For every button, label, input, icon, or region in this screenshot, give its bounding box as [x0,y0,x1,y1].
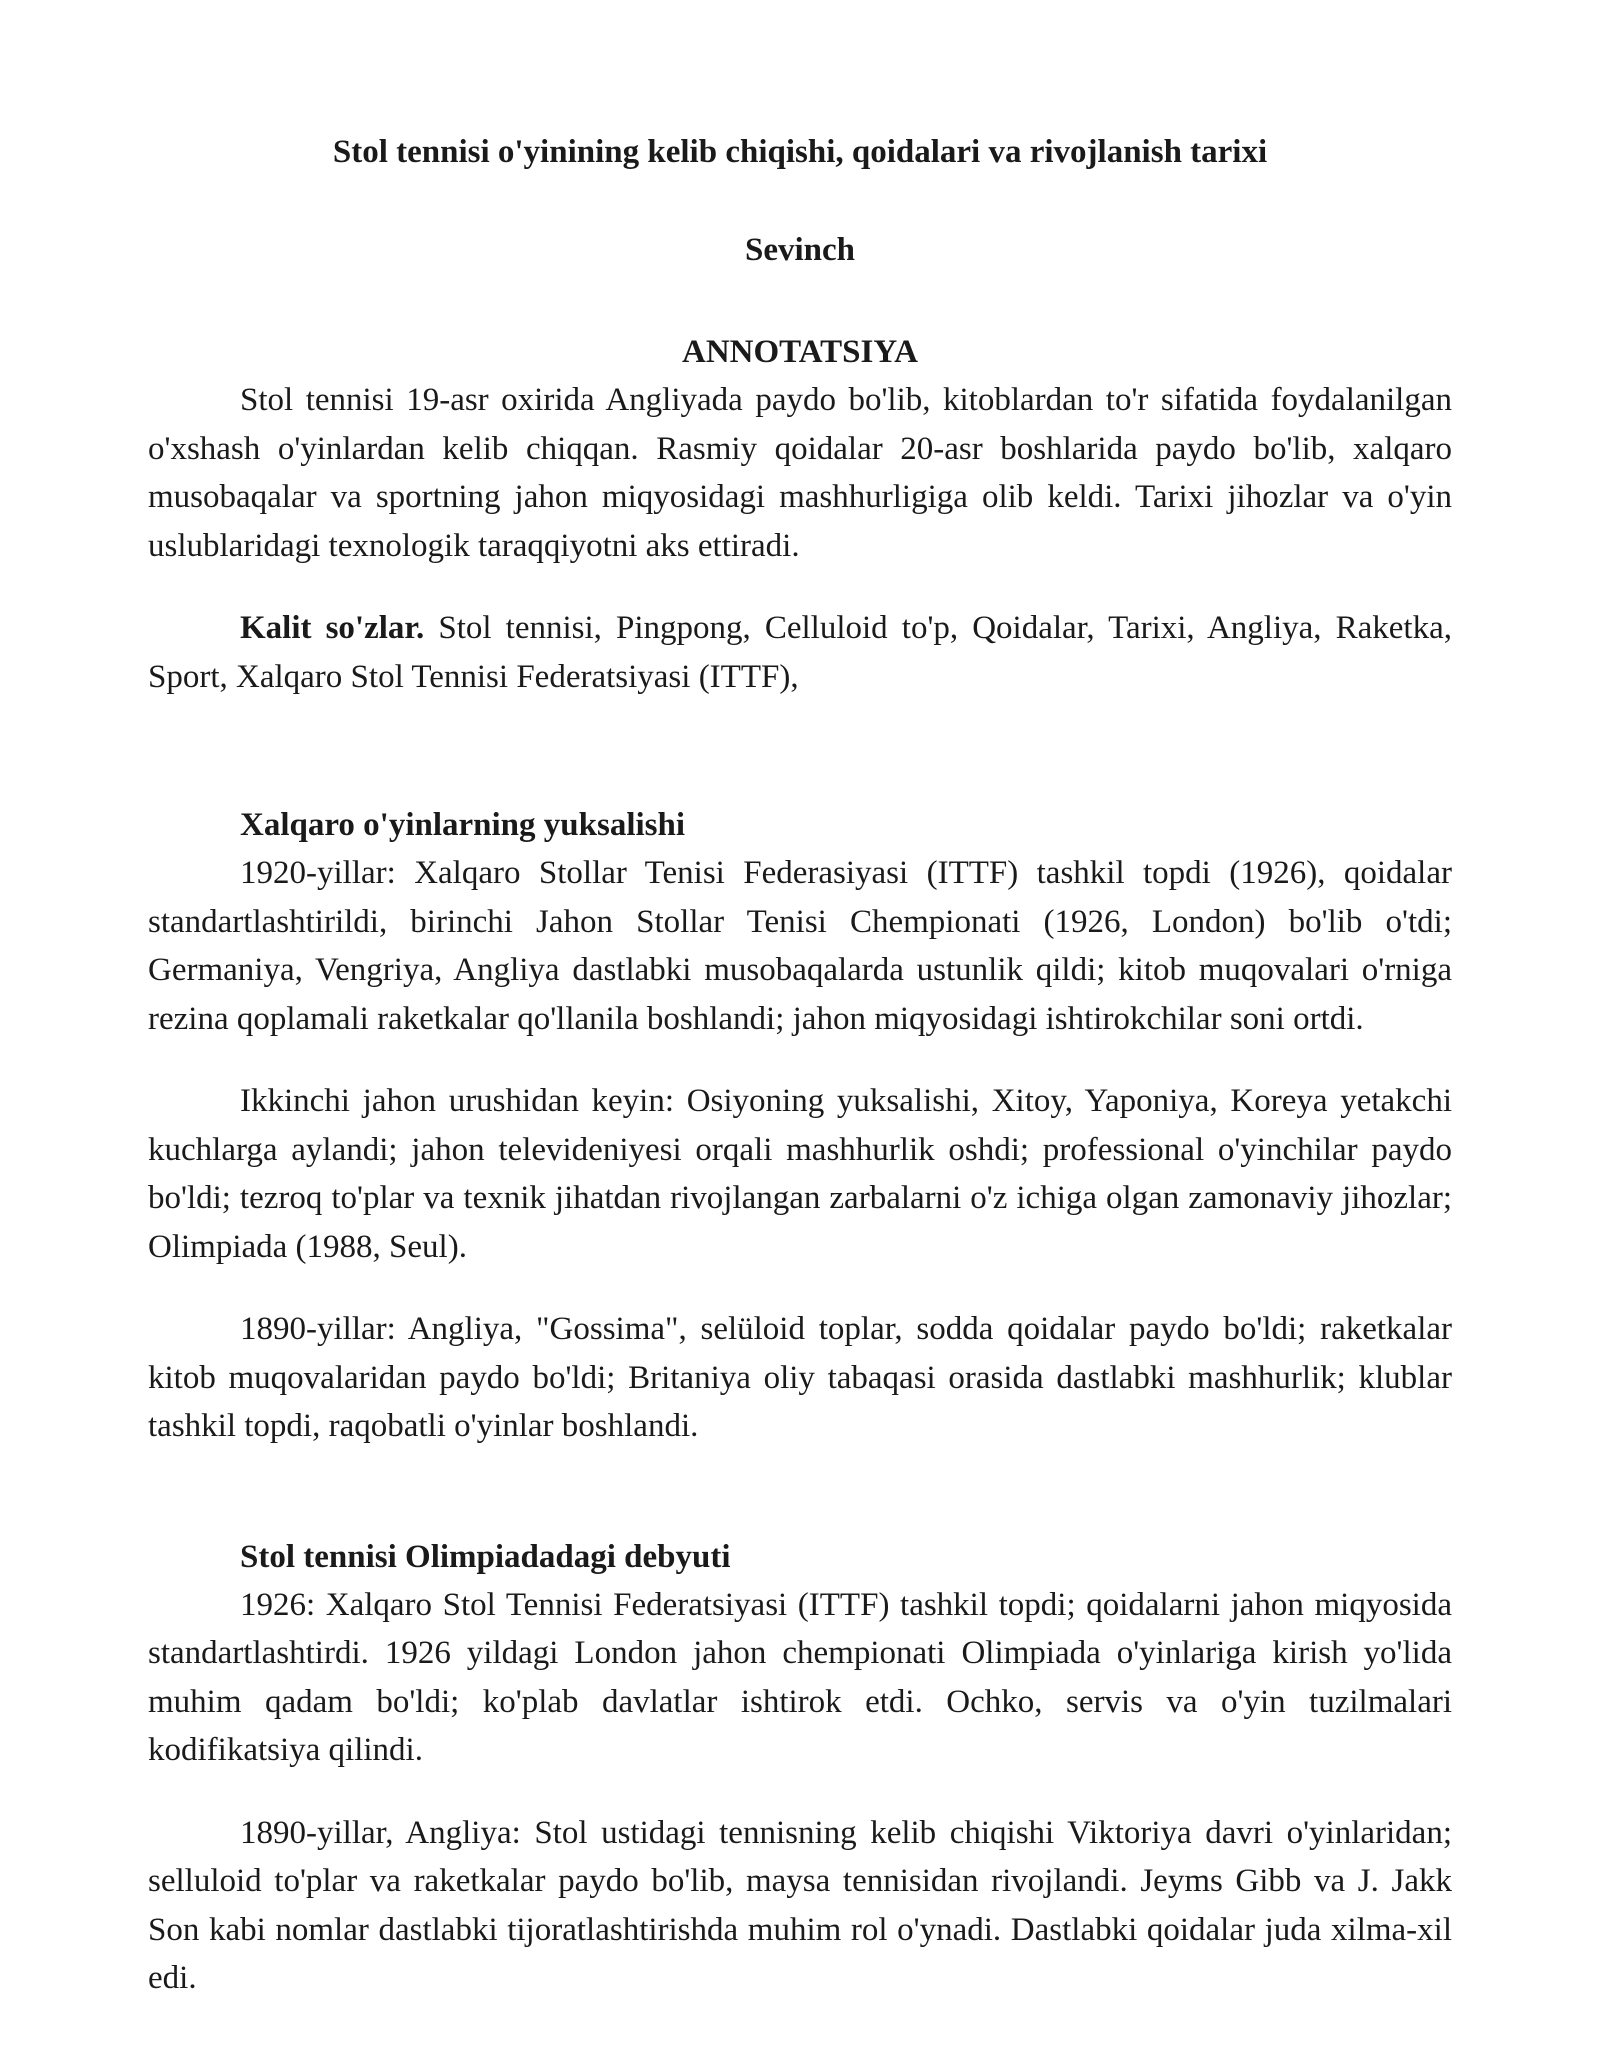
annotation-paragraph: Stol tennisi 19-asr oxirida Angliyada paydo bo'lib, kitoblardan to'r sifatida foydalanilgan o'xshash o'yinlardan kelib chiqqan. Rasmiy qoidalar 20-asr boshlarida paydo bo'lib, xalqaro musobaqalar va sportning jahon miqyosidagi mashhurligiga olib keldi. Tarixi jihozlar va o'yin uslublaridagi texnologik taraqqiyotni aks ettiradi. [148,382,1452,564]
section-paragraph-1926: 1926: Xalqaro Stol Tennisi Federatsiyasi (ITTF) tashkil topdi; qoidalarni jahon miqyosida standartlashtirdi. 1926 yildagi London jahon chempionati Olimpiada o'yinlariga kirish yo'lida muhim qadam bo'ldi; ko'plab davlatlar ishtirok etdi. Ochko, servis va o'yin tuzilmalari kodifikatsiya qilindi. [148,1586,1452,1768]
section-heading-olympic-debut: Stol tennisi Olimpiadadagi debyuti [240,1538,731,1575]
section-paragraph-postwar: Ikkinchi jahon urushidan keyin: Osiyoning yuksalishi, Xitoy, Yaponiya, Koreya yetakchi kuchlarga aylandi; jahon televideniyesi orqali mashhurlik oshdi; professional o'yinchilar paydo bo'ldi; tezroq to'plar va texnik jihatdan rivojlangan zarbalarni o'z ichiga olgan zamonaviy jihozlar; Olimpiada (1988, Seul). [148,1083,1452,1265]
keywords-paragraph [148,604,1452,701]
section-paragraph-1920s: 1920-yillar: Xalqaro Stollar Tenisi Federasiyasi (ITTF) tashkil topdi (1926), qoidalar standartlashtirildi, birinchi Jahon Stollar Tenisi Chempionati (1926, London) bo'lib o'tdi; Germaniya, Vengriya, Angliya dastlabki musobaqalarda ustunlik qildi; kitob muqovalari o'rniga rezina qoplamali raketkalar qo'llanila boshlandi; jahon miqyosidagi ishtirokchilar soni ortdi. [148,855,1452,1037]
author-name: Sevinch [744,232,856,268]
section-paragraph-1890s-england: 1890-yillar, Angliya: Stol ustidagi tennisning kelib chiqishi Viktoriya davri o'yinlaridan; selluloid to'plar va raketkalar paydo bo'lib, maysa tennisidan rivojlandi. Jeyms Gibb va J. Jakk Son kabi nomlar dastlabki tijoratlashtirishda muhim rol o'ynadi. Dastlabki qoidalar juda xilma-xil edi. [148,1814,1452,1996]
section-paragraph-1890s: 1890-yillar: Angliya, "Gossima", selüloid toplar, sodda qoidalar paydo bo'ldi; raketkalar kitob muqovalaridan paydo bo'ldi; Britaniya oliy tabaqasi orasida dastlabki mashhurlik; klublar tashkil topdi, raqobatli o'yinlar boshlandi. [148,1311,1452,1444]
keywords-label: Kalit so'zlar. [240,610,425,646]
keywords-text: Stol tennisi, Pingpong, Celluloid to'p, Qoidalar, Tarixi, Angliya, Raketka, Sport, Xalqaro Stol Tennisi Federatsiyasi (ITTF), [148,610,1452,695]
document-title: Stol tennisi o'yinining kelib chiqishi, qoidalari va rivojlanish tarixi [332,134,1268,170]
document-page [148,128,1452,2003]
section-heading-international: Xalqaro o'yinlarning yuksalishi [240,807,686,843]
annotation-heading: ANNOTATSIYA [682,334,918,370]
